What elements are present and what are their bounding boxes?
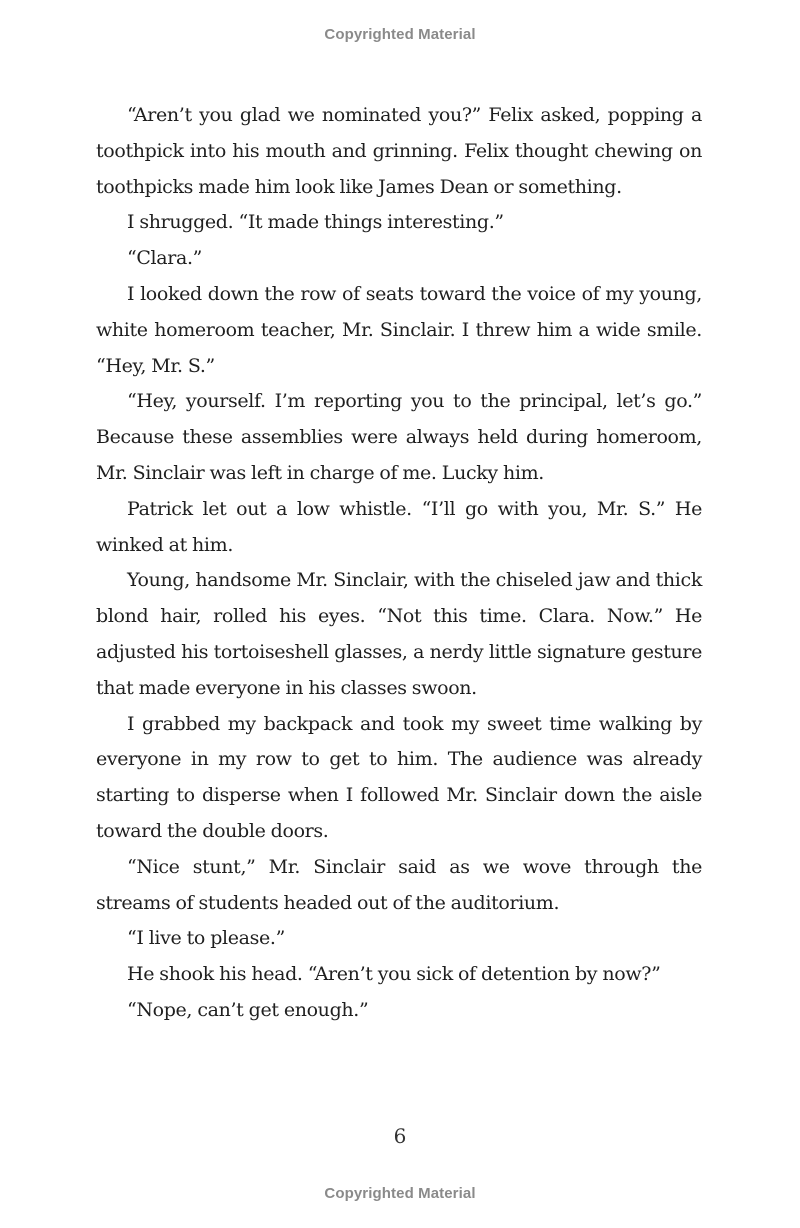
- watermark-top: Copyrighted Material: [324, 26, 476, 43]
- paragraph: “I live to please.”: [127, 927, 285, 950]
- paragraph: I shrugged. “It made things interesting.”: [127, 211, 504, 234]
- paragraph: “Nice stunt,” Mr. Sinclair said as we wove through the streams of students headed out of the auditorium.: [96, 855, 702, 914]
- paragraph: Young, handsome Mr. Sinclair, with the chiseled jaw and thick blond hair, rolled his eyes. “Not this time. Clara. Now.” He adjusted his tortoiseshell glasses, a nerdy little signature gesture that made everyone in his classes swoon.: [96, 569, 702, 699]
- paragraph: He shook his head. “Aren’t you sick of detention by now?”: [127, 963, 661, 986]
- paragraph: “Hey, yourself. I’m reporting you to the principal, let’s go.” Because these assemblies were always held during homeroom, Mr. Sinclair was left in charge of me. Lucky him.: [96, 390, 702, 484]
- page-number: 6: [393, 1124, 407, 1148]
- paragraph: “Clara.”: [127, 247, 203, 270]
- body-text: [96, 98, 702, 1029]
- paragraph: “Nope, can’t get enough.”: [127, 998, 369, 1021]
- watermark-bottom: Copyrighted Material: [324, 1185, 476, 1202]
- paragraph: Patrick let out a low whistle. “I’ll go with you, Mr. S.” He winked at him.: [96, 497, 702, 556]
- paragraph: I looked down the row of seats toward the voice of my young, white homeroom teacher, Mr. Sinclair. I threw him a wide smile. “Hey, Mr. S.”: [96, 282, 702, 377]
- paragraph: I grabbed my backpack and took my sweet time walking by everyone in my row to get to him. The audience was already starting to disperse when I followed Mr. Sinclair down the aisle toward the double doors.: [96, 712, 702, 842]
- paragraph: “Aren’t you glad we nominated you?” Felix asked, popping a toothpick into his mouth and grinning. Felix thought chewing on toothpicks made him look like James Dean or something.: [96, 104, 702, 198]
